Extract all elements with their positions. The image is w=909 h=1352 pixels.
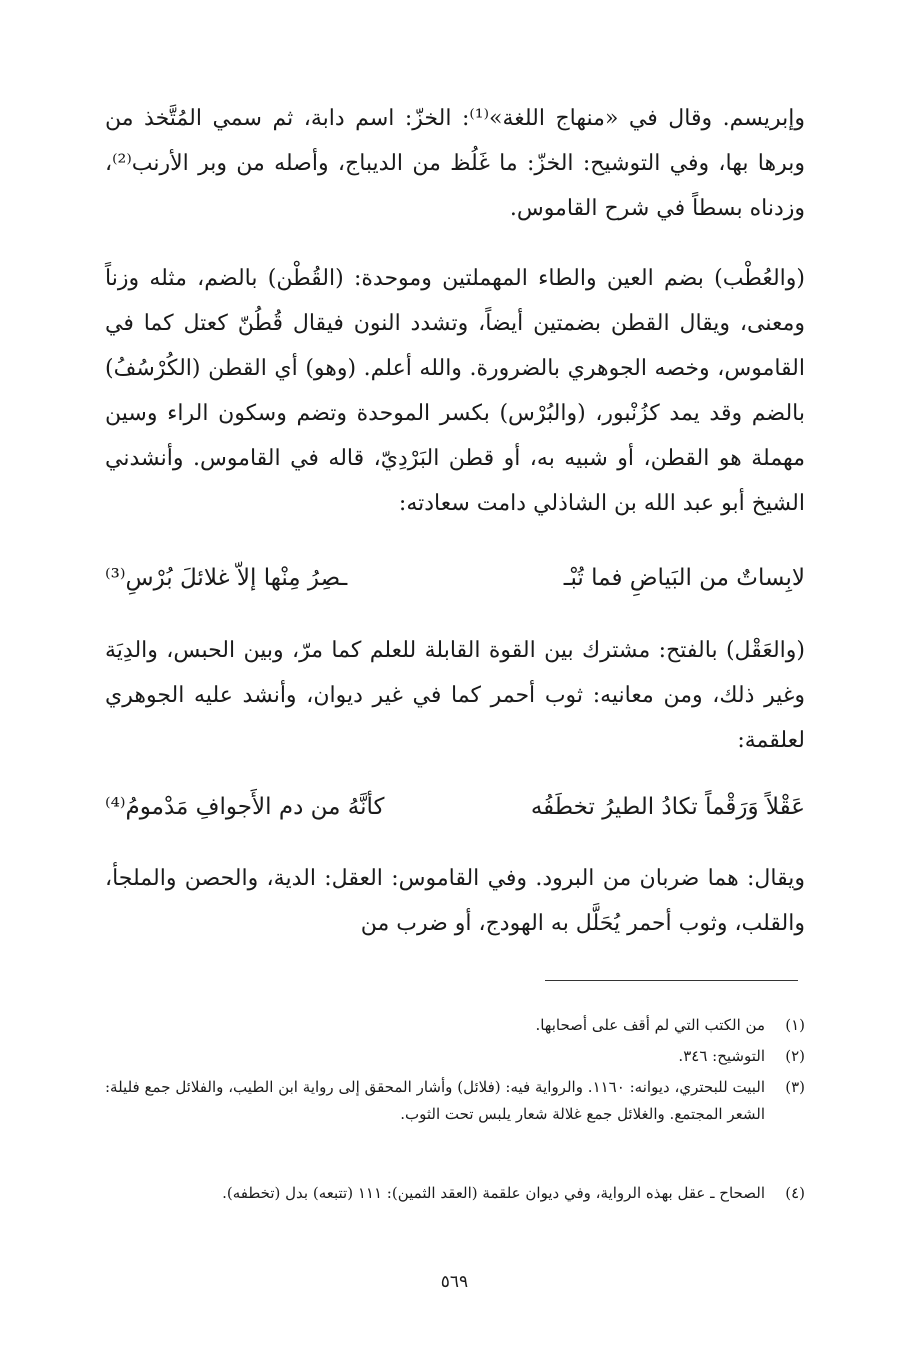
- paragraph-qamus: ويقال: هما ضربان من البرود. وفي القاموس: العقل: الدية، والحصن والملجأ، والقلب، وثوب أحمر يُحَلَّل به الهودج، أو ضرب من: [105, 866, 805, 936]
- footnote-2: [105, 1043, 805, 1070]
- paragraph-khazz: وإبريسم. وقال في «منهاج اللغة»⁽¹⁾: الخزّ: اسم دابة، ثم سمي المُتَّخذ من وبرها بها، وفي التوشيح: الخزّ: ما غَلُظ من الديباج، وأصله من وبر الأرنب⁽²⁾، وزدناه بسطاً في شرح القاموس.: [105, 106, 805, 221]
- footnote-text: التوشيح: ٣٤٦.: [678, 1047, 765, 1065]
- footnote-1: [105, 1012, 805, 1039]
- verse-second-hemistich: ـصِرُ مِنْها إلاّ غلائلَ بُرْسِ⁽³⁾: [105, 565, 348, 591]
- verse-second-hemistich: كأنَّهُ من دم الأَجوافِ مَدْمومُ⁽⁴⁾: [105, 794, 385, 820]
- footnote-number: (٣): [785, 1078, 805, 1096]
- paragraph-aql: (والعَقْل) بالفتح: مشترك بين القوة القابلة للعلم كما مرّ، وبين الحبس، والدِيَة وغير ذلك، ومن معانيه: ثوب أحمر كما في غير ديوان، وأنشد عليه الجوهري لعلقمة:: [105, 638, 805, 753]
- footnote-text: البيت للبحتري، ديوانه: ١١٦٠. والرواية فيه: (فلائل) وأشار المحقق إلى رواية ابن الطيب، والفلائل جمع فليلة: الشعر المجتمع. والغلائل جمع غلالة شعار يلبس تحت الثوب.: [105, 1078, 765, 1123]
- footnote-number: (٢): [785, 1047, 805, 1065]
- footnote-4: [105, 1180, 805, 1207]
- verse-bursi: [105, 556, 805, 601]
- verse-first-hemistich: لابِساتٌ من البَياضِ فما تُبْـ: [563, 565, 805, 591]
- verse-madmum: [105, 785, 805, 830]
- verse-first-hemistich: عَقْلاً وَرَقْماً تكادُ الطيرُ تخطَفُه: [530, 794, 805, 820]
- footnote-number: (١): [785, 1016, 805, 1034]
- footnote-text: الصحاح ـ عقل بهذه الرواية، وفي ديوان علقمة (العقد الثمين): ١١١ (تتبعه) بدل (تخطفه).: [222, 1184, 765, 1202]
- footnote-divider: [545, 980, 798, 981]
- page-number: ٥٦٩: [440, 1272, 469, 1292]
- footnote-3: [105, 1074, 805, 1128]
- footnote-number: (٤): [785, 1184, 805, 1202]
- footnote-text: من الكتب التي لم أقف على أصحابها.: [535, 1016, 765, 1034]
- paragraph-utb: (والعُطْب) بضم العين والطاء المهملتين وموحدة: (القُطْن) بالضم، مثله وزناً ومعنى، ويقال القطن بضمتين أيضاً، وتشدد النون فيقال قُطُنّ كعتل كما في القاموس، وخصه الجوهري بالضرورة. والله أعلم. (وهو) أي القطن (الكُرْسُفُ) بالضم وقد يمد كزُنْبور، (والبُرْس) بكسر الموحدة وتضم وسكون الراء وسين مهملة هو القطن، أو شبيه به، أو قطن البَرْدِيّ، قاله في القاموس. وأنشدني الشيخ أبو عبد الله بن الشاذلي دامت سعادته:: [105, 266, 805, 516]
